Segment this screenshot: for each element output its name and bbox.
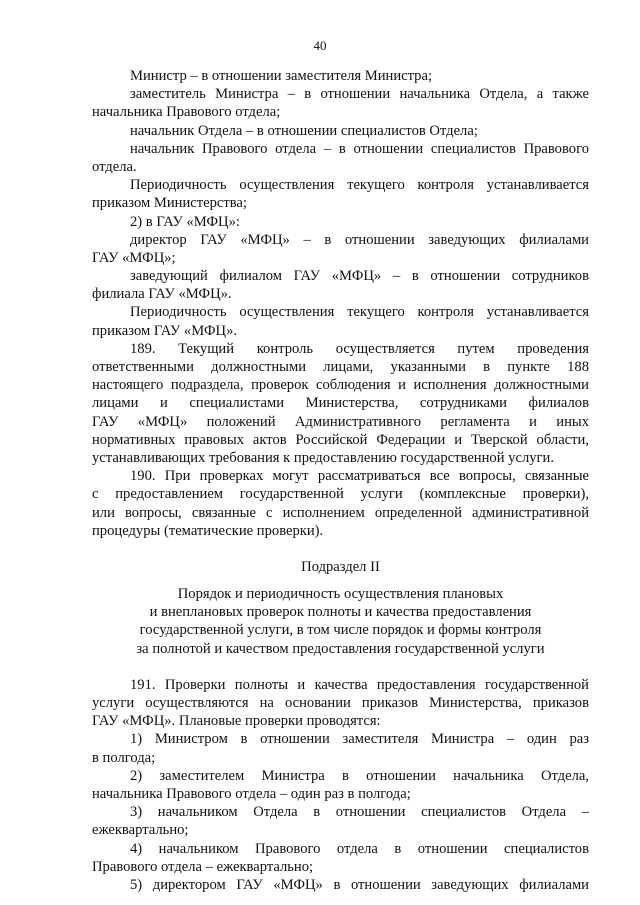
text-line: или вопросы, связанные с исполнением определенной административной — [92, 504, 589, 521]
text-line: 4) начальником Правового отдела в отношении специалистов — [130, 840, 589, 857]
text-line: начальника Правового отдела; — [92, 104, 281, 121]
text-line: Периодичность осуществления текущего контроля устанавливается — [130, 177, 589, 194]
text-line: 2) заместителем Министра в отношении начальника Отдела, — [130, 767, 589, 784]
text-line: Периодичность осуществления текущего контроля устанавливается — [130, 304, 589, 321]
text-line: 3) начальником Отдела в отношении специалистов Отдела – — [130, 804, 589, 821]
text-line: начальник Правового отдела – в отношении специалистов Правового — [130, 140, 589, 157]
spacer — [92, 658, 589, 676]
text-line: 1) Министром в отношении заместителя Министра – один раз — [130, 731, 589, 748]
text-line: приказом ГАУ «МФЦ». — [92, 322, 238, 339]
page-number: 40 — [313, 38, 327, 53]
text-line: 189. Текущий контроль осуществляется путем проведения — [130, 340, 589, 357]
text-line: Министр – в отношении заместителя Министра; — [130, 68, 433, 84]
text-line: приказом Министерства; — [92, 195, 247, 212]
paragraphs-block-1 — [92, 67, 589, 540]
text-line: лицами и специалистами Министерства, сотрудниками филиалов — [92, 395, 589, 412]
text-line: ежеквартально; — [92, 822, 189, 839]
subsection-heading — [92, 558, 589, 658]
text-line: Правового отдела – ежеквартально; — [92, 858, 314, 875]
text-line: заместитель Министра – в отношении начальника Отдела, а также — [130, 86, 589, 103]
spacer — [92, 576, 589, 585]
text-line: 2) в ГАУ «МФЦ»: — [130, 213, 240, 230]
heading-line: за полнотой и качеством предоставления государственной услуги — [136, 640, 545, 657]
text-line: в полгода; — [92, 749, 156, 766]
heading-line: и внеплановых проверок полноты и качества предоставления — [149, 604, 532, 621]
text-line: ответственными должностными лицами, указанными в пункте 188 — [92, 359, 589, 375]
text-line: процедуры (тематические проверки). — [92, 522, 324, 539]
text-line: устанавливающих требования к предоставлению государственной услуги. — [92, 449, 554, 466]
text-line: настоящего подраздела, проверок соблюдения и исполнения должностными — [92, 377, 589, 394]
text-line: 5) директором ГАУ «МФЦ» в отношении заведующих филиалами — [130, 876, 589, 893]
text-line: ГАУ «МФЦ». Плановые проверки проводятся: — [92, 713, 381, 730]
text-line: начальника Правового отдела – один раз в полгода; — [92, 785, 411, 802]
text-line: ГАУ «МФЦ»; — [92, 249, 176, 266]
subsection-title: Подраздел II — [301, 558, 380, 575]
spacer — [92, 540, 589, 558]
paragraphs-block-2 — [92, 676, 589, 894]
text-line: заведующий филиалом ГАУ «МФЦ» – в отношении сотрудников — [130, 268, 589, 285]
text-line: с предоставлением государственной услуги (комплексные проверки), — [92, 486, 589, 503]
text-line: директор ГАУ «МФЦ» – в отношении заведующих филиалами — [130, 231, 589, 248]
heading-line: Порядок и периодичность осуществления плановых — [177, 586, 504, 603]
text-line: отдела. — [92, 158, 137, 175]
heading-line: государственной услуги, в том числе порядок и формы контроля — [139, 622, 542, 639]
text-line: начальник Отдела – в отношении специалистов Отдела; — [130, 122, 478, 139]
text-line: нормативных правовых актов Российской Федерации и Тверской области, — [92, 431, 589, 448]
text-line: ГАУ «МФЦ» положений Административного регламента и иных — [92, 413, 589, 430]
document-body — [92, 67, 589, 894]
text-line: 190. При проверках могут рассматриваться все вопросы, связанные — [130, 468, 589, 485]
text-line: 191. Проверки полноты и качества предоставления государственной — [130, 676, 589, 693]
text-line: услуги осуществляются на основании приказов Министерства, приказов — [92, 695, 589, 711]
text-line: филиала ГАУ «МФЦ». — [92, 286, 232, 303]
